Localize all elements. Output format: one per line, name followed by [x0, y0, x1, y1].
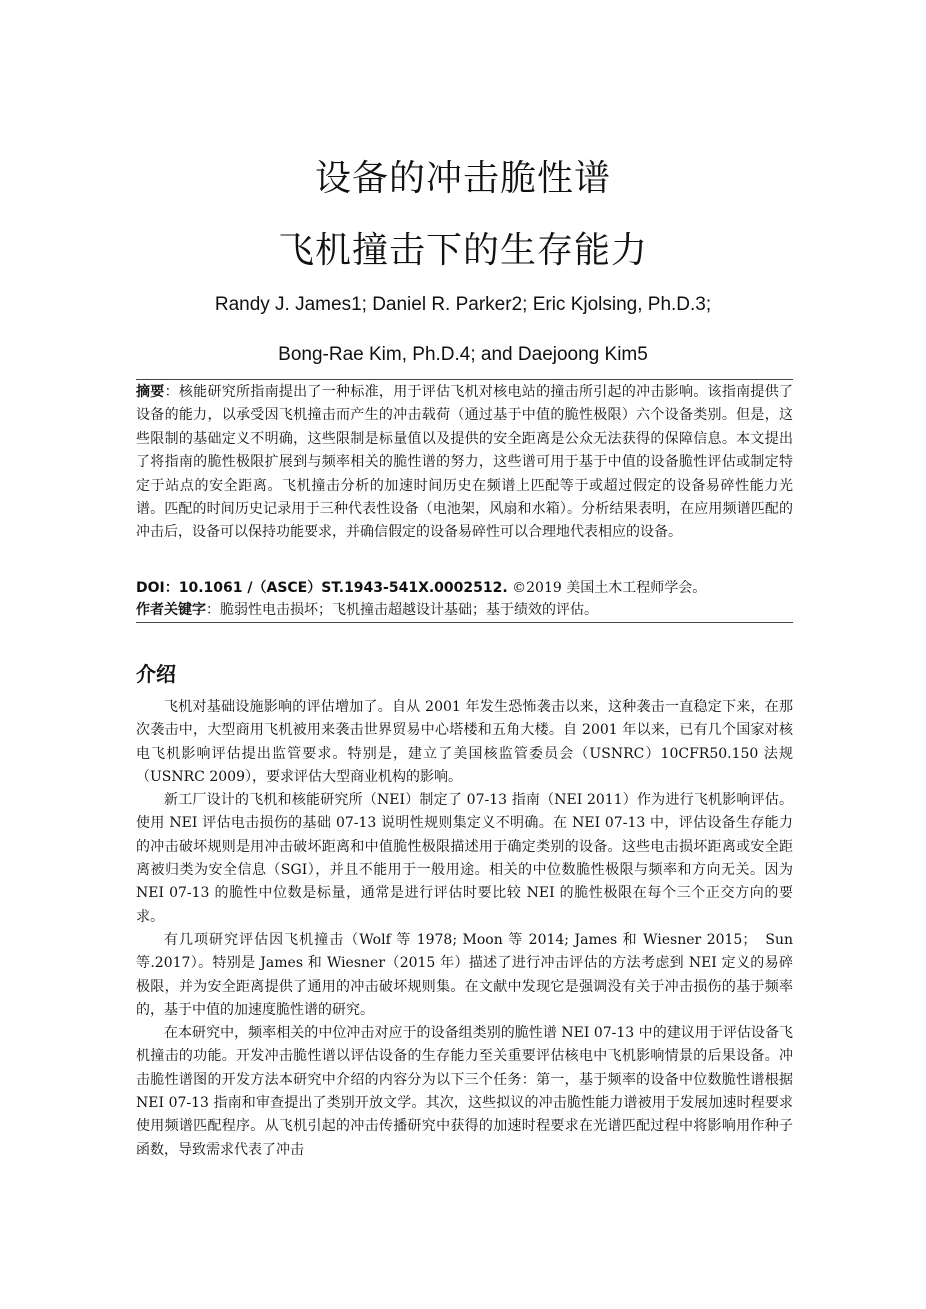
paragraph: 在本研究中，频率相关的中位冲击对应于的设备组类别的脆性谱 NEI 07-13 中的建议用于评估设备飞机撞击的功能。开发冲击脆性谱以评估设备的生存能力至关重要评估核电中飞机影响情景的后果设备。冲击脆性谱图的开发方法本研究中介绍的内容分为以下三个任务：第一，基于频率的设备中位数脆性谱根据 NEI 07-13 指南和审查提出了类别开放文学。其次，这些拟议的冲击脆性能力谱被用于发展加速时程要求使用频谱匹配程序。从飞机引起的冲击传播研究中获得的加速时程要求在光谱匹配过程中将影响用作种子函数，导致需求代表了冲击: [136, 1025, 793, 1158]
doi-copyright: ©2019 美国土木工程师学会。: [507, 580, 707, 596]
abstract: [136, 381, 793, 545]
abstract-label: 摘要: [136, 384, 165, 400]
keywords-text: ：脆弱性电击损坏；飞机撞击超越设计基础；基于绩效的评估。: [206, 602, 598, 618]
keywords-line: [136, 600, 793, 620]
section-heading: 介绍: [136, 662, 176, 686]
doi-line: [136, 578, 793, 598]
authors-line-2: Bong-Rae Kim, Ph.D.4; and Daejoong Kim5: [278, 344, 648, 365]
abstract-top-rule: [136, 379, 793, 380]
paragraph: 有几项研究评估因飞机撞击（Wolf 等 1978; Moon 等 2014; James 和 Wiesner 2015； Sun 等.2017）。特别是 James 和 Wiesner（2015 年）描述了进行冲击评估的方法考虑到 NEI 定义的易碎极限，并为安全距离提供了通用的冲击破坏规则集。在文献中发现它是强调没有关于冲击损伤的基于频率的，基于中值的加速度脆性谱的研究。: [136, 931, 793, 1018]
title-line-2: 飞机撞击下的生存能力: [277, 230, 648, 271]
paragraph: 飞机对基础设施影响的评估增加了。自从 2001 年发生恐怖袭击以来，这种袭击一直稳定下来，在那次袭击中，大型商用飞机被用来袭击世界贸易中心塔楼和五角大楼。自 2001 年以来，已有几个国家对核电飞机影响评估提出监管要求。特别是，建立了美国核监管委员会（USNRC）10CFR50.150 法规（USNRC 2009），要求评估大型商业机构的影响。: [136, 699, 793, 785]
keywords-label: 作者关键字: [136, 602, 206, 618]
paragraph: 新工厂设计的飞机和核能研究所（NEI）制定了 07-13 指南（NEI 2011）作为进行飞机影响评估。使用 NEI 评估电击损伤的基础 07-13 说明性规则集定义不明确。在 NEI 07-13 中，评估设备生存能力的冲击破坏规则是用冲击破坏距离和中值脆性极限描述用于确定类别的设备。这些电击损坏距离或安全距离被归类为安全信息（SGI），并且不能用于一般用途。相关的中位数脆性极限与频率和方向无关。因为 NEI 07-13 的脆性中位数是标量，通常是进行评估时要比较 NEI 的脆性极限在每个三个正交方向的要求。: [136, 792, 793, 925]
title-line-1: 设备的冲击脆性谱: [314, 158, 611, 199]
doi-label: DOI：10.1061 /（ASCE）ST.1943-541X.0002512.: [136, 580, 508, 596]
abstract-text: ：核能研究所指南提出了一种标准，用于评估飞机对核电站的撞击所引起的冲击影响。该指南提供了设备的能力，以承受因飞机撞击而产生的冲击载荷（通过基于中值的脆性极限）六个设备类别。但是，这些限制的基础定义不明确，这些限制是标量值以及提供的安全距离是公众无法获得的保障信息。本文提出了将指南的脆性极限扩展到与频率相关的脆性谱的努力，这些谱可用于基于中值的设备脆性评估或制定特定于站点的安全距离。飞机撞击分析的加速时间历史在频谱上匹配等于或超过假定的设备易碎性能力光谱。匹配的时间历史记录用于三种代表性设备（电池架，风扇和水箱）。分析结果表明，在应用频谱匹配的冲击后，设备可以保持功能要求，并确信假定的设备易碎性可以合理地代表相应的设备。: [136, 384, 793, 541]
abstract-bottom-rule: [136, 622, 793, 623]
authors-line-1: Randy J. James1; Daniel R. Parker2; Eric Kjolsing, Ph.D.3;: [214, 294, 712, 315]
body-text: [136, 696, 793, 1162]
